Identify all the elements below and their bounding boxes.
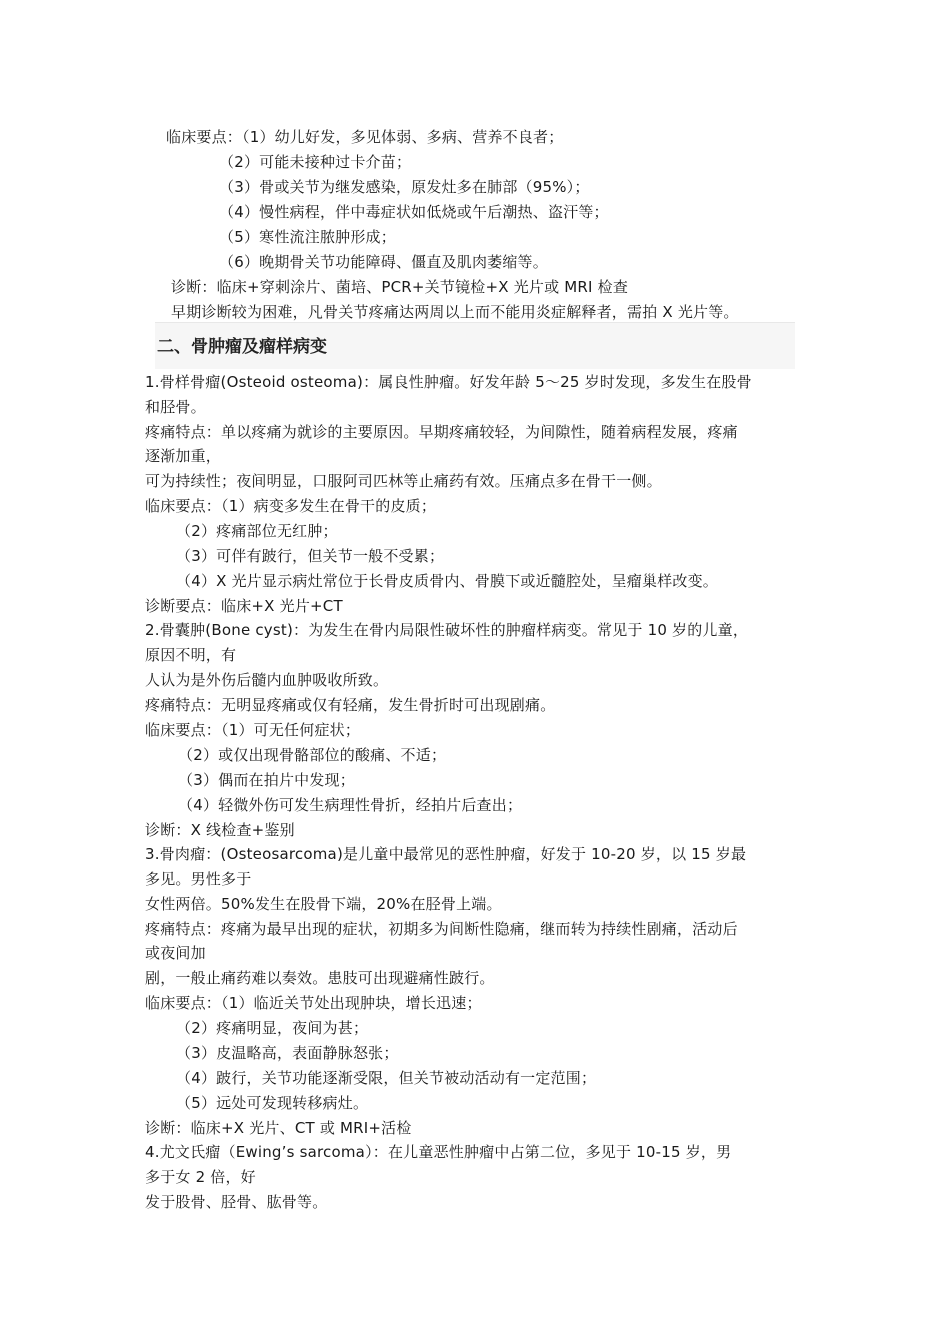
bone-cyst-clinical-point-1: 临床要点：（1）可无任何症状； (145, 721, 361, 739)
osteoid-osteoma-pain-line: 疼痛特点：单以疼痛为就诊的主要原因。早期疼痛较轻，为间隙性，随着病程发展，疼痛 (145, 423, 738, 441)
tb-early-diagnosis-note: 早期诊断较为困难，凡骨关节疼痛达两周以上而不能用炎症解释者，需拍 X 光片等。 (171, 303, 739, 321)
tb-clinical-point-5: （5）寒性流注脓肿形成； (219, 228, 396, 246)
osteoid-osteoma-clinical-point-4: （4）X 光片显示病灶常位于长骨皮质骨内、骨膜下或近髓腔处，呈瘤巢样改变。 (176, 572, 718, 590)
osteosarcoma-clinical-point-4: （4）跛行，关节功能逐渐受限，但关节被动活动有一定范围； (176, 1069, 597, 1087)
osteosarcoma-clinical-point-5: （5）远处可发现转移病灶。 (176, 1094, 369, 1112)
osteoid-osteoma-diagnosis: 诊断要点：临床+X 光片+CT (145, 597, 343, 615)
bone-cyst-pain: 疼痛特点：无明显疼痛或仅有轻痛，发生骨折时可出现剧痛。 (145, 696, 556, 714)
tb-clinical-point-4: （4）慢性病程，伴中毒症状如低烧或午后潮热、盗汗等； (219, 203, 609, 221)
osteosarcoma-clinical-point-3: （3）皮温略高，表面静脉怒张； (176, 1044, 399, 1062)
tb-clinical-point-1: 临床要点：（1）幼儿好发，多见体弱、多病、营养不良者； (166, 128, 564, 146)
ewing-sarcoma-line: 发于股骨、胫骨、肱骨等。 (145, 1193, 328, 1211)
osteoid-osteoma-title-line: 1.骨样骨瘤(Osteoid osteoma)：属良性肿瘤。好发年龄 5～25 岁时发现，多发生在股骨 (145, 373, 752, 391)
tb-clinical-point-6: （6）晚期骨关节功能障碍、僵直及肌肉萎缩等。 (219, 253, 548, 271)
osteosarcoma-pain-line: 疼痛特点：疼痛为最早出现的症状，初期多为间断性隐痛，继而转为持续性剧痛，活动后 (145, 920, 738, 938)
bone-cyst-clinical-point-4: （4）轻微外伤可发生病理性骨折，经拍片后查出； (178, 796, 523, 814)
tb-diagnosis: 诊断：临床+穿刺涂片、菌培、PCR+关节镜检+X 光片或 MRI 检查 (171, 278, 629, 296)
osteosarcoma-line: 女性两倍。50%发生在股骨下端，20%在胫骨上端。 (145, 895, 502, 913)
osteosarcoma-pain-line: 剧，一般止痛药难以奏效。患肢可出现避痛性跛行。 (145, 969, 495, 987)
bone-cyst-clinical-point-2: （2）或仅出现骨骼部位的酸痛、不适； (178, 746, 447, 764)
section-heading: 二、骨肿瘤及瘤样病变 (157, 337, 327, 357)
bone-cyst-clinical-point-3: （3）偶而在拍片中发现； (178, 771, 355, 789)
tb-clinical-point-3: （3）骨或关节为继发感染，原发灶多在肺部（95%）； (219, 178, 590, 196)
ewing-sarcoma-title-line: 4.尤文氏瘤（Ewing’s sarcoma）：在儿童恶性肿瘤中占第二位，多见于 10-15 岁，男 (145, 1143, 732, 1161)
osteoid-osteoma-clinical-point-2: （2）疼痛部位无红肿； (176, 522, 338, 540)
osteoid-osteoma-pain-line: 逐渐加重， (145, 447, 222, 465)
osteoid-osteoma-pain-line: 可为持续性；夜间明显，口服阿司匹林等止痛药有效。压痛点多在骨干一侧。 (145, 472, 662, 490)
osteosarcoma-pain-line: 或夜间加 (145, 944, 206, 962)
ewing-sarcoma-line: 多于女 2 倍，好 (145, 1168, 256, 1186)
osteosarcoma-title-line: 3.骨肉瘤：(Osteosarcoma)是儿童中最常见的恶性肿瘤，好发于 10-20 岁，以 15 岁最 (145, 845, 747, 863)
osteoid-osteoma-clinical-point-1: 临床要点：（1）病变多发生在骨干的皮质； (145, 497, 437, 515)
bone-cyst-diagnosis: 诊断：X 线检查+鉴别 (145, 821, 295, 839)
osteoid-osteoma-line: 和胫骨。 (145, 398, 206, 416)
bone-cyst-title-line: 2.骨囊肿(Bone cyst)：为发生在骨内局限性破坏性的肿瘤样病变。常见于 10 岁的儿童， (145, 621, 749, 639)
osteosarcoma-line: 多见。男性多于 (145, 870, 252, 888)
osteosarcoma-clinical-point-2: （2）疼痛明显，夜间为甚； (176, 1019, 369, 1037)
tb-clinical-point-2: （2）可能未接种过卡介苗； (219, 153, 412, 171)
osteoid-osteoma-clinical-point-3: （3）可伴有跛行，但关节一般不受累； (176, 547, 445, 565)
osteosarcoma-diagnosis: 诊断：临床+X 光片、CT 或 MRI+活检 (145, 1119, 412, 1137)
bone-cyst-line: 人认为是外伤后髓内血肿吸收所致。 (145, 671, 389, 689)
osteosarcoma-clinical-point-1: 临床要点：（1）临近关节处出现肿块，增长迅速； (145, 994, 482, 1012)
bone-cyst-line: 原因不明，有 (145, 646, 237, 664)
